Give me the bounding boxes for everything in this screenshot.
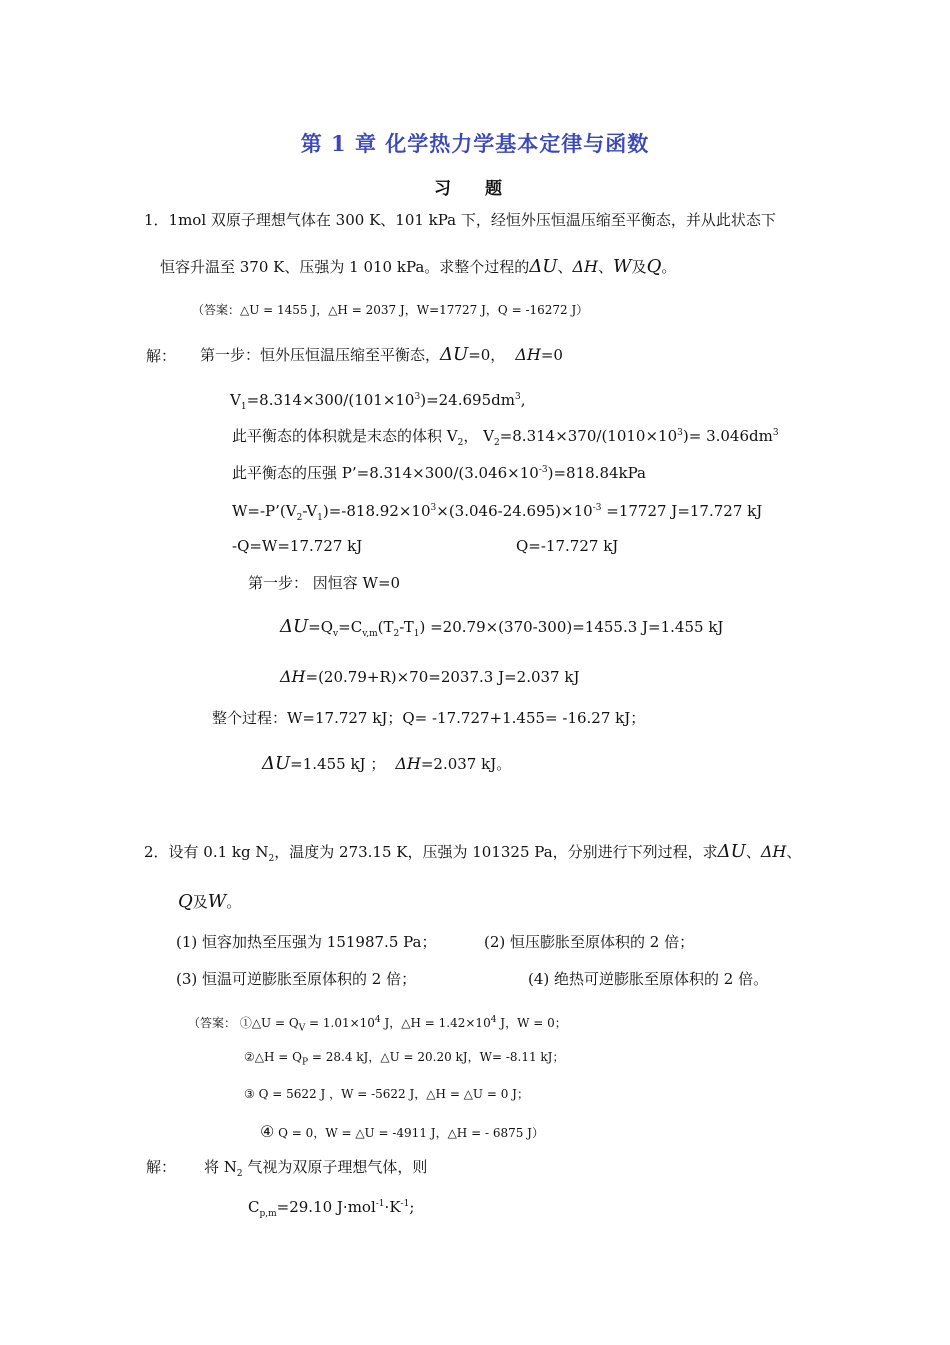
problem-2-item-3: (3) 恒温可逆膨胀至原体积的 2 倍；: [176, 970, 417, 988]
separator: 、: [557, 258, 573, 276]
period: 。: [226, 893, 242, 911]
eq-sup: 3: [677, 428, 683, 438]
eq-part: ,: [520, 391, 526, 409]
ans-part: J，W = 0；: [496, 1016, 567, 1030]
eq-sub: v: [333, 629, 339, 639]
eq-part: =C: [338, 618, 363, 636]
problem-2-text: ，温度为 273.15 K，压强为 101325 Pa，分别进行下列过程，求: [274, 843, 718, 861]
eq-part: ， V: [463, 427, 494, 445]
eq-sub: 2: [268, 854, 275, 864]
step-1-text: 第一步：恒外压恒温压缩至平衡态，: [200, 346, 441, 364]
eq-part: )=-818.92×10: [322, 502, 431, 520]
eq-part: -T: [399, 618, 414, 636]
problem-2-text: 2．设有 0.1 kg N: [144, 843, 269, 861]
ans-sup: 4: [374, 1015, 381, 1025]
problem-1-text: 恒容升温至 370 K、压强为 1 010 kPa。求整个过程的: [160, 258, 530, 276]
ans-sup: 4: [490, 1015, 497, 1025]
problem-2-answer-2: [244, 1048, 565, 1071]
separator: 、: [745, 843, 761, 861]
delta-u-symbol: ΔU: [280, 616, 309, 637]
conjunction: 及: [192, 893, 208, 911]
eq-part: )= 3.046dm: [682, 427, 773, 445]
ans-sub: P: [301, 1057, 309, 1068]
eq-sub: 1: [413, 629, 420, 639]
eq-part: )=818.84kPa: [547, 464, 646, 482]
delta-h-equation: [280, 668, 579, 686]
eq-sub: p,m: [259, 1209, 277, 1219]
eq-part: -V: [302, 502, 318, 520]
problem-2-line-1: [144, 843, 801, 868]
eq-sub: 1: [240, 402, 247, 412]
eq-part: =Q: [308, 618, 334, 636]
volume-equation: [232, 424, 779, 452]
eq-part: 此平衡态的压强 P’=8.314×300/(3.046×10: [232, 464, 539, 482]
conjunction: 及: [631, 258, 647, 276]
ans-part: = 1.01×10: [305, 1016, 375, 1030]
q-symbol: Q: [178, 891, 193, 912]
eq-sup: -1: [400, 1199, 410, 1209]
pressure-equation: [232, 461, 646, 482]
problem-1-line-2: [160, 258, 676, 276]
eq-sup: -3: [592, 503, 602, 513]
eq-part: C: [248, 1198, 260, 1216]
delta-h-symbol: ΔH: [760, 842, 787, 861]
eq-sub: 1: [317, 513, 323, 523]
ans-part: Q = 0，W = △U = -4911 J，△H = - 6875 J）: [274, 1126, 544, 1140]
separator: 、: [786, 843, 802, 861]
eq-sub: 2: [493, 438, 500, 448]
delta-u-symbol: ΔU: [440, 344, 469, 365]
eq-part: (T: [377, 618, 394, 636]
eq-part: =1.455 kJ ；: [290, 755, 386, 773]
eq-sup: 3: [414, 392, 421, 402]
problem-2-item-4: (4) 绝热可逆膨胀至原体积的 2 倍。: [528, 970, 769, 988]
sol-part: 将 N: [204, 1158, 237, 1176]
ans-part: = 28.4 kJ，△U = 20.20 kJ，W= -8.11 kJ；: [308, 1050, 565, 1064]
solution-1-label: 解：: [146, 347, 177, 365]
heat-equation-left: -Q=W=17.727 kJ: [232, 537, 363, 555]
sol-part: 气视为双原子理想气体，则: [242, 1158, 428, 1176]
problem-1-line-1: 1．1mol 双原子理想气体在 300 K、101 kPa 下，经恒外压恒温压缩至平衡态，并从此状态下: [144, 211, 776, 229]
eq-sub: 2: [457, 438, 464, 448]
ans-sub: V: [298, 1023, 306, 1034]
v1-equation: [230, 388, 525, 416]
eq-part: V: [230, 391, 241, 409]
delta-u-equation: [280, 618, 723, 643]
problem-2-line-2: [178, 893, 241, 911]
eq-part: =8.314×370/(1010×10: [499, 427, 678, 445]
eq-part: )=24.695dm: [420, 391, 515, 409]
eq-sup: -1: [375, 1199, 385, 1209]
delta-u-symbol: ΔU: [262, 753, 291, 774]
solution-2-line-1: [204, 1158, 427, 1183]
delta-h-symbol: ΔH: [515, 345, 541, 364]
step-1-value: =0，: [468, 346, 506, 364]
eq-sub: 2: [393, 629, 400, 639]
sol-sub: 2: [236, 1169, 243, 1179]
delta-h-symbol: ΔH: [395, 754, 421, 773]
separator: 、: [598, 258, 614, 276]
eq-sub: 2: [296, 513, 303, 523]
problem-2-answer-1: [188, 1011, 567, 1037]
eq-part: 此平衡态的体积就是末态的体积 V: [232, 427, 458, 445]
delta-h-symbol: ΔH: [572, 257, 599, 276]
chapter-title: 第 1 章 化学热力学基本定律与函数: [300, 131, 650, 156]
period: 。: [661, 258, 677, 276]
problem-2-answer-3: ③ Q = 5622 J ，W = -5622 J，△H = △U = 0 J；: [244, 1087, 529, 1101]
step-1-value: =0: [540, 346, 563, 364]
problem-2-item-1: (1) 恒容加热至压强为 151987.5 Pa；: [176, 933, 437, 951]
eq-part: =17727 J=17.727 kJ: [601, 502, 763, 520]
heat-capacity-equation: [248, 1195, 414, 1223]
eq-sup: 3: [772, 428, 779, 438]
work-equation: [232, 499, 762, 527]
problem-1-answer: （答案：△U = 1455 J，△H = 2037 J，W=17727 J，Q = -16272 J）: [192, 303, 589, 317]
eq-part: W=-P’(V: [232, 502, 297, 520]
eq-sup: -3: [538, 465, 548, 475]
ans-part: J，△H = 1.42×10: [380, 1016, 491, 1030]
delta-h-symbol: ΔH: [280, 667, 306, 686]
solution-1-step-2: 第一步： 因恒容 W=0: [248, 574, 401, 592]
problem-2-answer-4: [260, 1123, 544, 1142]
problem-2-item-2: (2) 恒压膨胀至原体积的 2 倍；: [484, 933, 695, 951]
q-symbol: Q: [646, 256, 662, 277]
eq-sub: v,m: [362, 629, 378, 639]
w-symbol: W: [613, 256, 632, 277]
circled-number-4: ④: [260, 1122, 275, 1141]
delta-u-symbol: ΔU: [529, 256, 558, 277]
whole-process-line: 整个过程：W=17.727 kJ；Q= -17.727+1.455= -16.27 kJ；: [212, 709, 646, 727]
ans-part: （答案： ①△U = Q: [188, 1016, 299, 1030]
final-result-line: [262, 755, 511, 773]
eq-part: ;: [409, 1198, 415, 1216]
heat-equation-right: Q=-17.727 kJ: [516, 537, 619, 555]
eq-sup: 3: [430, 503, 437, 513]
w-symbol: W: [207, 891, 227, 912]
eq-part: =2.037 kJ。: [420, 755, 512, 773]
eq-part: ×(3.046-24.695)×10: [436, 502, 593, 520]
eq-part: =8.314×300/(101×10: [246, 391, 415, 409]
ans-part: ②△H = Q: [244, 1050, 302, 1064]
eq-sup: 3: [514, 392, 521, 402]
eq-part: =29.10 J·mol: [276, 1198, 376, 1216]
eq-part: =(20.79+R)×70=2037.3 J=2.037 kJ: [305, 668, 580, 686]
solution-1-step-1: [200, 346, 563, 364]
solution-2-label: 解：: [146, 1158, 177, 1176]
section-subtitle: 习 题: [434, 179, 516, 199]
eq-part: ·K: [384, 1198, 401, 1216]
eq-part: ) =20.79×(370-300)=1455.3 J=1.455 kJ: [419, 618, 724, 636]
delta-u-symbol: ΔU: [717, 841, 746, 862]
